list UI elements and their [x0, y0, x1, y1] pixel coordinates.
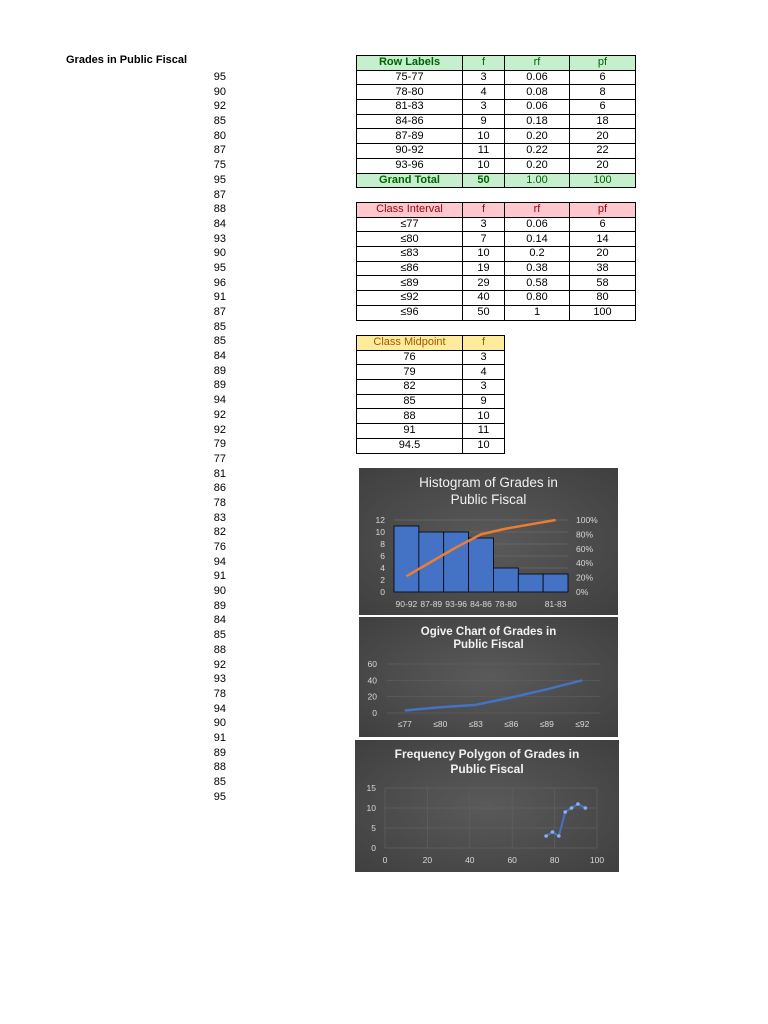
table-cell: 20: [570, 158, 636, 173]
table-cell: f: [463, 336, 505, 351]
grade-cell: 87: [213, 144, 226, 157]
table-row: [357, 276, 636, 291]
table-row: [357, 305, 636, 320]
grade-cell: 92: [213, 408, 226, 421]
grade-cell: 84: [213, 217, 226, 230]
table-cell: 0.06: [505, 217, 570, 232]
table-cell: 0.18: [505, 114, 570, 129]
table-cell: 1.00: [505, 173, 570, 188]
polygon-point: [557, 834, 561, 838]
grade-cell: 85: [213, 776, 226, 788]
grade-cell: 95: [213, 261, 226, 274]
table-cell: ≤83: [357, 247, 463, 262]
y-tick-label: 0: [371, 843, 376, 853]
table-cell: 29: [463, 276, 505, 291]
table-row: [357, 70, 636, 85]
grade-cell: 91: [213, 291, 226, 304]
grade-cell: 84: [213, 614, 226, 627]
table-row: [357, 365, 505, 380]
table-row: [357, 291, 636, 306]
grade-cell: 96: [213, 276, 226, 289]
y-tick-label: 15: [366, 783, 376, 793]
y-tick-label: 0: [380, 587, 385, 597]
chart-title: Frequency Polygon of Grades in: [394, 747, 580, 761]
table-total-row: [357, 173, 636, 188]
grade-cell: 90: [213, 247, 226, 260]
grade-cell: 88: [213, 643, 226, 656]
table-cell: 3: [463, 217, 505, 232]
ogive-chart[interactable]: [359, 617, 618, 737]
y-tick-label: 2: [380, 575, 385, 585]
chart-title: Public Fiscal: [453, 639, 524, 651]
x-tick-label: 100: [589, 855, 605, 865]
table-cell: 0.14: [505, 232, 570, 247]
table-cell: 10: [463, 158, 505, 173]
table-row: [357, 232, 636, 247]
x-tick-label: ≤83: [468, 719, 483, 729]
table-cell: 20: [570, 247, 636, 262]
frequency-polygon-svg: [355, 740, 619, 872]
chart-title: Ogive Chart of Grades in: [420, 626, 557, 638]
grade-cell: 82: [213, 526, 226, 539]
table-header-row: [357, 336, 505, 351]
x-tick-label: 93-96: [445, 599, 468, 609]
table-cell: 85: [357, 394, 463, 409]
grade-cell: 81: [213, 467, 226, 480]
x-tick-label: ≤80: [433, 719, 448, 729]
table-cell: 80: [570, 291, 636, 306]
x-tick-label: ≤77: [397, 719, 412, 729]
polygon-point: [551, 830, 555, 834]
frequency-polygon-chart[interactable]: [355, 740, 619, 872]
y2-tick-label: 20%: [576, 572, 594, 583]
ogive-svg: [359, 617, 618, 737]
table-cell: 87-89: [357, 129, 463, 144]
x-tick-label: ≤92: [575, 719, 590, 729]
grade-cell: 90: [213, 717, 226, 730]
table-cell: 3: [463, 100, 505, 115]
y2-tick-label: 40%: [576, 558, 594, 569]
ogive-line: [405, 680, 583, 710]
grade-cell: 86: [213, 482, 226, 495]
table-cell: 91: [357, 424, 463, 439]
y-tick-label: 10: [375, 527, 385, 537]
table-cell: 82: [357, 380, 463, 395]
histogram-bar: [543, 574, 568, 592]
table-row: [357, 438, 505, 453]
polygon-point: [584, 806, 588, 810]
table-cell: 18: [570, 114, 636, 129]
table-cell: 7: [463, 232, 505, 247]
table-cell: f: [463, 203, 505, 218]
table-header-row: [357, 203, 636, 218]
y-tick-label: 40: [367, 675, 377, 686]
table-cell: pf: [570, 203, 636, 218]
grade-cell: 85: [213, 335, 226, 348]
x-tick-label: 87-89: [420, 599, 443, 609]
table-cell: 0.08: [505, 85, 570, 100]
frequency-table: [356, 55, 636, 188]
table-cell: 0.20: [505, 129, 570, 144]
y2-tick-label: 0%: [576, 587, 589, 597]
table-row: [357, 100, 636, 115]
x-tick-label: 84-86: [470, 599, 492, 609]
table-cell: 4: [463, 85, 505, 100]
table-cell: Row Labels: [357, 56, 463, 71]
chart-title: Public Fiscal: [450, 492, 527, 507]
table-row: [357, 261, 636, 276]
grade-cell: 79: [213, 438, 226, 451]
table-cell: 79: [357, 365, 463, 380]
grade-cell: 88: [213, 761, 226, 774]
chart-title: Public Fiscal: [450, 762, 524, 776]
table-cell: 81-83: [357, 100, 463, 115]
grade-cell: 75: [213, 159, 226, 172]
grade-cell: 87: [213, 306, 226, 318]
grade-cell: 92: [213, 423, 226, 436]
table-cell: 78-80: [357, 85, 463, 100]
table-cell: 0.2: [505, 247, 570, 262]
table-cell: 58: [570, 276, 636, 291]
grade-cell: 95: [213, 71, 226, 83]
grade-cell: 93: [213, 232, 226, 245]
grade-cell: 87: [213, 188, 226, 201]
table-header-row: [357, 56, 636, 71]
grade-cell: 94: [213, 394, 226, 407]
table-cell: 50: [463, 305, 505, 320]
histogram-bar: [394, 526, 419, 592]
table-cell: 0.06: [505, 70, 570, 85]
chart-title: Histogram of Grades in: [419, 475, 558, 490]
table-cell: 10: [463, 438, 505, 453]
table-cell: 38: [570, 261, 636, 276]
table-cell: 11: [463, 144, 505, 159]
table-cell: 0.22: [505, 144, 570, 159]
grades-column: [200, 70, 226, 804]
table-cell: ≤92: [357, 291, 463, 306]
table-cell: 0.58: [505, 276, 570, 291]
table-row: [357, 217, 636, 232]
grade-cell: 80: [213, 129, 226, 142]
table-cell: 6: [570, 100, 636, 115]
table-cell: rf: [505, 56, 570, 71]
table-cell: 0.20: [505, 158, 570, 173]
table-row: [357, 129, 636, 144]
grade-cell: 91: [213, 570, 226, 583]
table-cell: rf: [505, 203, 570, 218]
grade-cell: 92: [213, 100, 226, 113]
grade-cell: 91: [213, 731, 226, 744]
table-cell: 100: [570, 173, 636, 188]
x-tick-label: 0: [382, 855, 388, 865]
grade-cell: 84: [213, 350, 226, 363]
grade-cell: 77: [213, 452, 226, 465]
table-cell: 0.06: [505, 100, 570, 115]
x-tick-label: 81-83: [544, 599, 567, 609]
table-cell: 10: [463, 129, 505, 144]
table-row: [357, 424, 505, 439]
grade-cell: 90: [213, 585, 226, 598]
polygon-point: [544, 834, 548, 838]
x-tick-label: 60: [507, 855, 517, 865]
table-row: [357, 350, 505, 365]
grade-cell: 89: [213, 746, 226, 759]
grade-cell: 85: [213, 629, 226, 642]
table-row: [357, 380, 505, 395]
table-cell: 75-77: [357, 70, 463, 85]
table-cell: 88: [357, 409, 463, 424]
table-cell: 9: [463, 394, 505, 409]
y2-tick-label: 60%: [576, 543, 594, 554]
table-cell: ≤86: [357, 261, 463, 276]
x-tick-label: 80: [549, 855, 560, 865]
table-cell: ≤80: [357, 232, 463, 247]
x-tick-label: ≤86: [504, 719, 519, 729]
histogram-bar: [493, 568, 518, 592]
table-cell: Grand Total: [357, 173, 463, 188]
table-cell: ≤77: [357, 217, 463, 232]
table-row: [357, 85, 636, 100]
table-cell: 94.5: [357, 438, 463, 453]
table-cell: Class Interval: [357, 203, 463, 218]
y-tick-label: 20: [367, 691, 377, 702]
table-cell: 8: [570, 85, 636, 100]
grade-cell: 89: [213, 364, 226, 377]
y-tick-label: 6: [380, 551, 385, 561]
grade-cell: 76: [213, 541, 226, 553]
histogram-bar: [469, 538, 494, 592]
histogram-chart[interactable]: [359, 468, 618, 615]
table-cell: 4: [463, 365, 505, 380]
table-cell: 10: [463, 247, 505, 262]
grade-cell: 85: [213, 115, 226, 128]
table-cell: pf: [570, 56, 636, 71]
y-tick-label: 8: [380, 539, 385, 549]
table-row: [357, 394, 505, 409]
polygon-point: [576, 802, 580, 806]
histogram-svg: [359, 468, 618, 615]
table-row: [357, 114, 636, 129]
table-cell: 3: [463, 70, 505, 85]
polygon-point: [570, 806, 574, 810]
x-tick-label: ≤89: [539, 719, 554, 729]
table-cell: 19: [463, 261, 505, 276]
grade-cell: 94: [213, 702, 226, 715]
table-cell: 20: [570, 129, 636, 144]
table-cell: Class Midpoint: [357, 336, 463, 351]
table-cell: 9: [463, 114, 505, 129]
x-tick-label: 20: [422, 855, 433, 865]
table-cell: 0.80: [505, 291, 570, 306]
y2-tick-label: 100%: [576, 515, 598, 525]
x-tick-label: 40: [465, 855, 475, 865]
x-tick-label: 78-80: [494, 599, 517, 609]
sheet-title: Grades in Public Fiscal: [66, 54, 188, 66]
table-cell: 1: [505, 305, 570, 320]
table-cell: 84-86: [357, 114, 463, 129]
cumulative-table: [356, 202, 636, 321]
table-cell: 10: [463, 409, 505, 424]
table-cell: 6: [570, 217, 636, 232]
grade-cell: 83: [213, 511, 226, 524]
y-tick-label: 10: [366, 803, 376, 813]
y-tick-label: 4: [380, 563, 385, 573]
table-row: [357, 247, 636, 262]
grade-cell: 93: [213, 673, 226, 686]
table-cell: 76: [357, 350, 463, 365]
grade-cell: 85: [213, 320, 226, 333]
grade-cell: 78: [213, 687, 226, 700]
histogram-bar: [444, 532, 469, 592]
table-cell: 0.38: [505, 261, 570, 276]
table-cell: 40: [463, 291, 505, 306]
table-row: [357, 158, 636, 173]
table-row: [357, 409, 505, 424]
table-cell: 22: [570, 144, 636, 159]
table-cell: f: [463, 56, 505, 71]
table-cell: 90-92: [357, 144, 463, 159]
x-tick-label: 90-92: [395, 599, 418, 609]
grade-cell: 90: [213, 85, 226, 98]
y-tick-label: 60: [367, 659, 377, 669]
grade-cell: 94: [213, 555, 226, 568]
grade-cell: 88: [213, 203, 226, 216]
table-cell: 14: [570, 232, 636, 247]
grade-cell: 95: [213, 790, 226, 803]
table-cell: 93-96: [357, 158, 463, 173]
table-cell: 3: [463, 380, 505, 395]
table-cell: 6: [570, 70, 636, 85]
histogram-bar: [518, 574, 543, 592]
table-row: [357, 144, 636, 159]
table-cell: 11: [463, 424, 505, 439]
table-cell: ≤96: [357, 305, 463, 320]
grade-cell: 89: [213, 599, 226, 612]
grade-cell: 89: [213, 379, 226, 392]
table-cell: 3: [463, 350, 505, 365]
grade-cell: 78: [213, 496, 226, 509]
table-cell: 100: [570, 305, 636, 320]
y-tick-label: 12: [375, 515, 385, 525]
grade-cell: 92: [213, 658, 226, 671]
y2-tick-label: 80%: [576, 529, 594, 540]
table-cell: ≤89: [357, 276, 463, 291]
polygon-point: [563, 810, 567, 814]
y-tick-label: 5: [371, 823, 376, 833]
midpoint-table: [356, 335, 505, 454]
y-tick-label: 0: [372, 708, 377, 718]
grade-cell: 95: [213, 173, 226, 186]
table-cell: 50: [463, 173, 505, 188]
